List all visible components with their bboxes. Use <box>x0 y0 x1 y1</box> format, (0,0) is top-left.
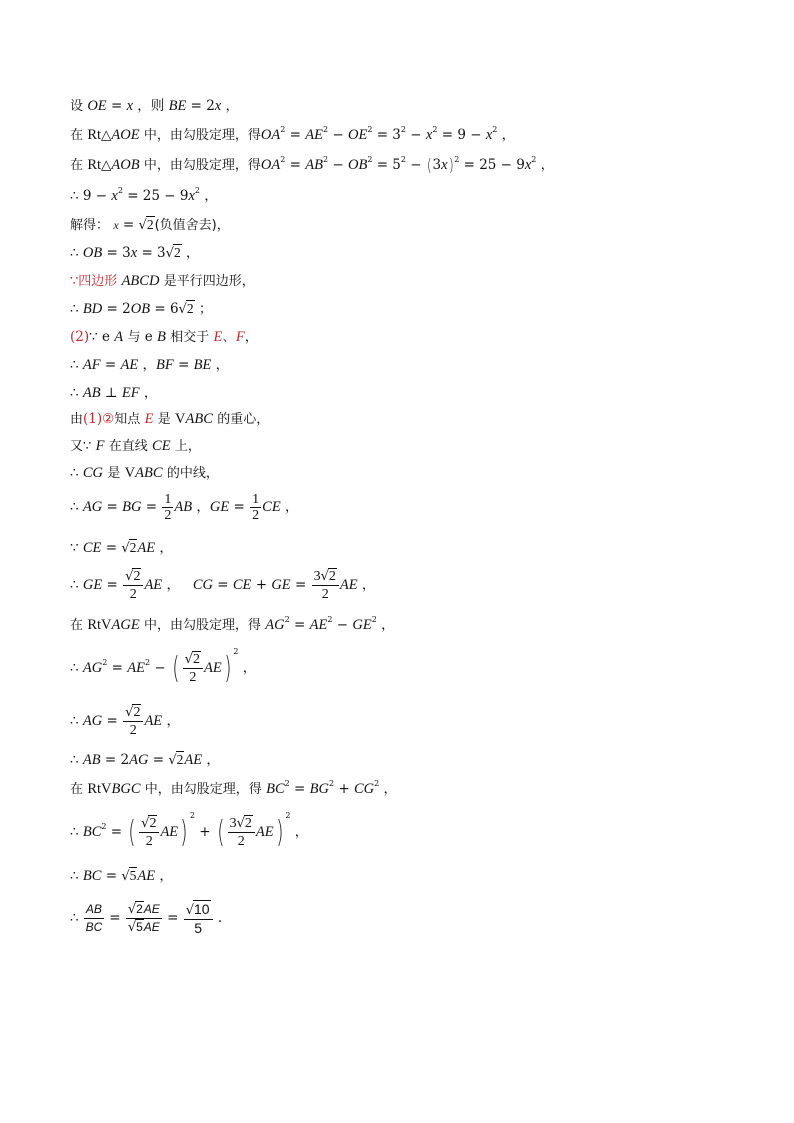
line-21: ∴ AB = 2AG = √2AE ， <box>70 752 220 768</box>
line-19: ∴ $AG^2 = AE^2$ − ( $\frac{√2}{2}$ AE) $^2$ ， <box>70 647 257 686</box>
line-15: ∴ AG = BG = $\frac{1}{2}$ AB ，GE = $\frac{1}{2}$ CE ， <box>70 492 299 523</box>
line-25: ∴ $\frac{AB}{BC}$ = $\frac{√2AE}{√5AE}$ = $\frac{√10}{5}$ . <box>70 900 223 936</box>
line-8: ∴ BD = 2OB = 6√2 ； <box>70 301 213 317</box>
line-6: ∴ OB = 3x = 3√2 ， <box>70 245 200 261</box>
line-11: ∴ AB ⊥ EF ， <box>70 385 158 401</box>
line-12: 由(1)②知点 E 是 VABC 的重心， <box>70 411 270 427</box>
line-1: 设 OE = x ，则 BE = 2x ， <box>70 98 240 114</box>
line-17: ∴ GE = $\frac{√2}{2}$ AE ， CG = CE + GE = $\frac{3√2}{2}$ AE ， <box>70 569 376 602</box>
line-13: 又∵ F 在直线 CE 上， <box>70 438 201 454</box>
line-10: ∴ AF = AE ，BF = BE ， <box>70 357 230 373</box>
line-4: ∴ $9 - x^2 = 25 - 9x^2$ ， <box>70 186 218 204</box>
line-3: 在 Rt△AOB 中，由勾股定理，得$OA^2 = AB^2 - OB^2 = 5^2 - (3x)^2 = 25 - 9x^2$ ， <box>70 155 555 176</box>
line-5: 解得： x = √2(负值舍去)， <box>70 217 230 233</box>
line-7: ∵四边形 ABCD 是平行四边形， <box>70 273 255 289</box>
line-2: 在 Rt△AOE 中，由勾股定理，得$OA^2 = AE^2 - OE^2 = 3^2 - x^2 = 9 - x^2$ ， <box>70 125 516 143</box>
line-24: ∴ BC = √5AE ， <box>70 868 173 884</box>
line-22: 在 RtVBGC 中，由勾股定理，得 $BC^2 = BG^2 + CG^2$ ， <box>70 779 398 797</box>
line-23: ∴ $BC^2$ = ( $\frac{√2}{2}$ AE) $^2$ + ( $\frac{3√2}{2}$ AE) $^2$ ， <box>70 811 309 850</box>
line-16: ∵ CE = √2AE ， <box>70 540 173 556</box>
line-14: ∴ CG 是 VABC 的中线， <box>70 465 219 481</box>
line-18: 在 RtVAGE 中，由勾股定理，得 $AG^2 = AE^2 - GE^2$ ， <box>70 615 395 633</box>
line-20: ∴ AG = $\frac{√2}{2}$ AE ， <box>70 705 180 738</box>
line-9: (2)∵ e A 与 e B 相交于 E、F， <box>70 329 259 345</box>
